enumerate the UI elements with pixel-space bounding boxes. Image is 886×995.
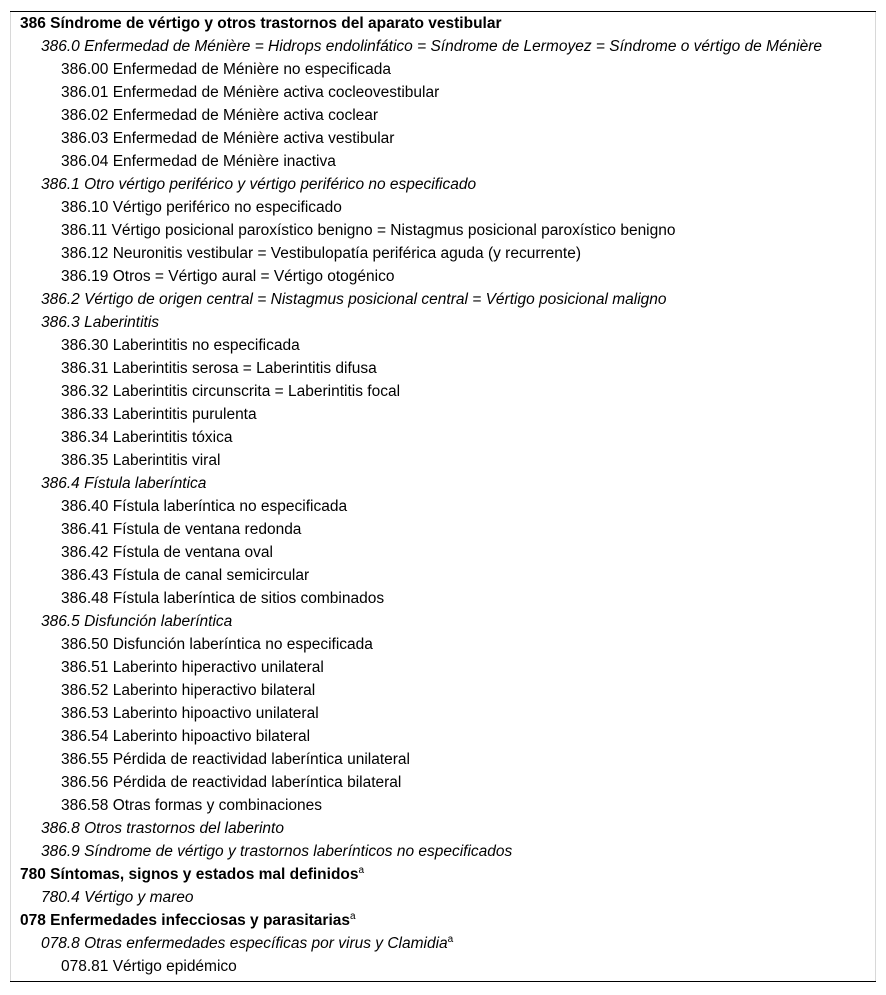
row-text: 386.10 Vértigo periférico no especificado — [61, 199, 342, 216]
row-text: 386.19 Otros = Vértigo aural = Vértigo otogénico — [61, 268, 395, 285]
row-text: 780 Síntomas, signos y estados mal definidos — [20, 866, 359, 883]
table-row — [10, 173, 876, 196]
row-text: 386.11 Vértigo posicional paroxístico benigno = Nistagmus posicional paroxístico benigno — [61, 222, 676, 239]
row-text: 386.5 Disfunción laberíntica — [41, 613, 233, 630]
icd-code-table — [10, 11, 876, 982]
table-row — [10, 219, 876, 242]
table-row — [10, 564, 876, 587]
row-text: 386.55 Pérdida de reactividad laberíntica unilateral — [61, 751, 410, 768]
row-text: 386.40 Fístula laberíntica no especificada — [61, 498, 348, 515]
table-row — [10, 840, 876, 863]
row-text: 386.00 Enfermedad de Ménière no especificada — [61, 61, 392, 78]
row-text: 386.4 Fístula laberíntica — [41, 475, 207, 492]
footnote-marker: a — [350, 911, 356, 922]
row-text: 386.42 Fístula de ventana oval — [61, 544, 273, 561]
table-row — [10, 403, 876, 426]
row-text: 386.04 Enfermedad de Ménière inactiva — [61, 153, 336, 170]
row-text: 078.8 Otras enfermedades específicas por virus y Clamidia — [41, 935, 448, 952]
table-row — [10, 863, 876, 886]
table-row — [10, 794, 876, 817]
row-text: 078 Enfermedades infecciosas y parasitarias — [20, 912, 350, 929]
table-row — [10, 426, 876, 449]
row-text: 386.3 Laberintitis — [41, 314, 160, 331]
row-text: 386.53 Laberinto hipoactivo unilateral — [61, 705, 319, 722]
table-row — [10, 265, 876, 288]
row-text: 386.30 Laberintitis no especificada — [61, 337, 300, 354]
row-text: 386.33 Laberintitis purulenta — [61, 406, 257, 423]
footnote-marker: a — [358, 865, 365, 876]
row-text: 386.0 Enfermedad de Ménière = Hidrops endolinfático = Síndrome de Lermoyez = Síndrome o vértigo de Ménière — [41, 38, 823, 55]
row-text: 386.51 Laberinto hiperactivo unilateral — [61, 659, 324, 676]
row-text: 078.81 Vértigo epidémico — [61, 958, 237, 975]
table-row — [10, 81, 876, 104]
table-row — [10, 357, 876, 380]
table-row — [10, 817, 876, 840]
table-row — [10, 104, 876, 127]
row-text: 386.48 Fístula laberíntica de sitios combinados — [61, 590, 385, 607]
row-text: 386.03 Enfermedad de Ménière activa vestibular — [61, 130, 395, 147]
table-row — [10, 242, 876, 265]
table-row — [10, 932, 876, 955]
row-text: 386.54 Laberinto hipoactivo bilateral — [61, 728, 311, 745]
table-row — [10, 449, 876, 472]
row-text: 386 Síndrome de vértigo y otros trastornos del aparato vestibular — [20, 15, 502, 32]
table-row — [10, 150, 876, 173]
row-text: 386.50 Disfunción laberíntica no especificada — [61, 636, 373, 653]
row-text: 386.8 Otros trastornos del laberinto — [41, 820, 284, 837]
table-row — [10, 909, 876, 932]
table-row — [10, 472, 876, 495]
table-row — [10, 35, 876, 58]
row-text: 386.56 Pérdida de reactividad laberíntica bilateral — [61, 774, 402, 791]
table-row — [10, 748, 876, 771]
table-row — [10, 380, 876, 403]
row-text: 386.1 Otro vértigo periférico y vértigo periférico no especificado — [41, 176, 477, 193]
row-text: 386.34 Laberintitis tóxica — [61, 429, 233, 446]
table-row — [10, 12, 876, 35]
row-text: 386.9 Síndrome de vértigo y trastornos laberínticos no especificados — [41, 843, 513, 860]
row-text: 386.32 Laberintitis circunscrita = Laberintitis focal — [61, 383, 401, 400]
row-text: 386.41 Fístula de ventana redonda — [61, 521, 302, 538]
table-row — [10, 955, 876, 978]
table-row — [10, 541, 876, 564]
table-rows — [10, 12, 876, 978]
row-text: 386.52 Laberinto hiperactivo bilateral — [61, 682, 316, 699]
row-text: 780.4 Vértigo y mareo — [41, 889, 194, 906]
table-row — [10, 702, 876, 725]
table-row — [10, 196, 876, 219]
row-text: 386.31 Laberintitis serosa = Laberintitis difusa — [61, 360, 377, 377]
table-row — [10, 771, 876, 794]
table-row — [10, 725, 876, 748]
table-row — [10, 127, 876, 150]
table-row — [10, 656, 876, 679]
table-row — [10, 311, 876, 334]
row-text: 386.43 Fístula de canal semicircular — [61, 567, 310, 584]
table-row — [10, 679, 876, 702]
table-row — [10, 886, 876, 909]
row-text: 386.2 Vértigo de origen central = Nistagmus posicional central = Vértigo posicional maligno — [41, 291, 667, 308]
row-text: 386.12 Neuronitis vestibular = Vestibulopatía periférica aguda (y recurrente) — [61, 245, 581, 262]
table-row — [10, 495, 876, 518]
row-text: 386.02 Enfermedad de Ménière activa coclear — [61, 107, 379, 124]
table-row — [10, 518, 876, 541]
footnote-marker: a — [447, 934, 454, 945]
table-row — [10, 334, 876, 357]
table-row — [10, 58, 876, 81]
row-text: 386.01 Enfermedad de Ménière activa cocleovestibular — [61, 84, 440, 101]
table-row — [10, 587, 876, 610]
row-text: 386.58 Otras formas y combinaciones — [61, 797, 323, 814]
table-row — [10, 633, 876, 656]
table-row — [10, 288, 876, 311]
table-row — [10, 610, 876, 633]
row-text: 386.35 Laberintitis viral — [61, 452, 221, 469]
